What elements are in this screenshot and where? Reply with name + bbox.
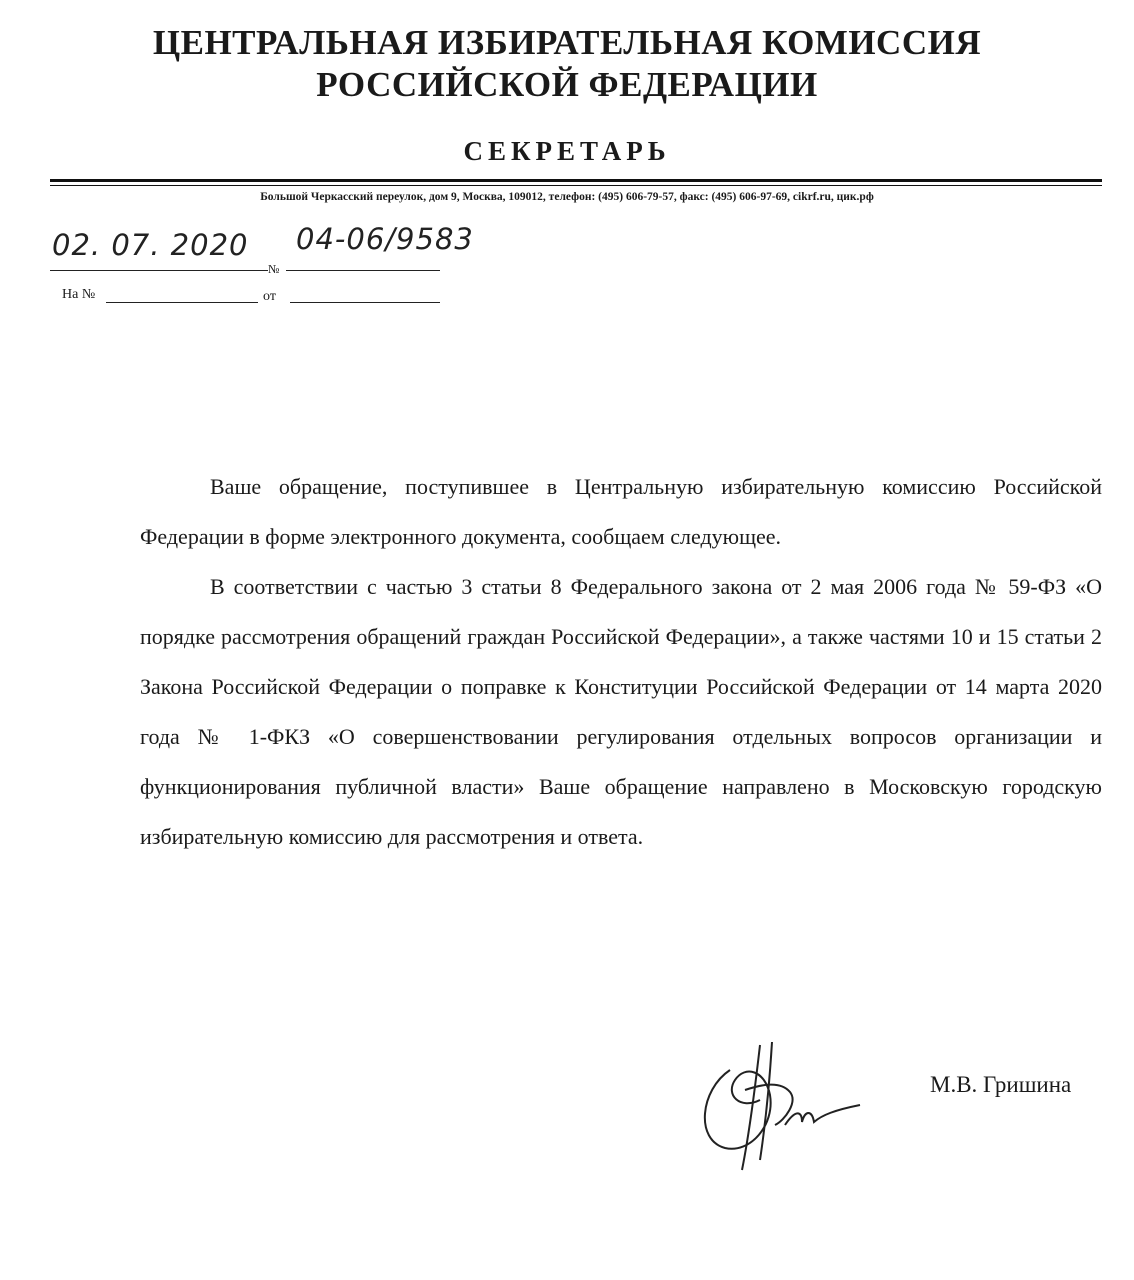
signatory-name: М.В. Гришина [930, 1072, 1072, 1097]
reply-to-label: На № [62, 287, 96, 302]
header-divider-thin [50, 185, 1102, 186]
reply-to-underline [106, 302, 258, 303]
position-title: СЕКРЕТАРЬ [463, 136, 671, 166]
contact-address: Большой Черкасский переулок, дом 9, Москва, 109012, телефон: (495) 606-79-57, факс: (495) 606-97-69, cikrf.ru, цик.рф [260, 191, 874, 203]
number-underline [286, 270, 440, 271]
outgoing-number: 04-06/9583 [296, 222, 474, 256]
body-paragraph-1: Ваше обращение, поступившее в Центральную избирательную комиссию Российской Федерации в форме электронного документа, сообщаем следующее. [140, 474, 1102, 549]
organization-title-line2: РОССИЙСКОЙ ФЕДЕРАЦИИ [316, 65, 818, 104]
header-divider-thick [50, 179, 1102, 182]
outgoing-date: 02. 07. 2020 [52, 228, 249, 262]
organization-title [0, 22, 1134, 106]
from-underline [290, 302, 440, 303]
body-paragraph-2: В соответствии с частью 3 статьи 8 Федерального закона от 2 мая 2006 года № 59-ФЗ «О порядке рассмотрения обращений граждан Российской Федерации», а также частями 10 и 15 статьи 2 Закона Российской Федерации о поправке к Конституции Российской Федерации от 14 марта 2020 года № 1-ФКЗ «О совершенствовании регулирования отдельных вопросов организации и функционирования публичной власти» Ваше обращение направлено в Московскую городскую избирательную комиссию для рассмотрения и ответа. [140, 574, 1102, 849]
date-underline [50, 270, 268, 271]
from-label: от [263, 289, 276, 304]
letter-body [140, 462, 1102, 862]
number-sign: № [268, 262, 280, 276]
organization-title-line1: ЦЕНТРАЛЬНАЯ ИЗБИРАТЕЛЬНАЯ КОМИССИЯ [152, 23, 982, 62]
handwritten-signature-icon [690, 1030, 870, 1185]
